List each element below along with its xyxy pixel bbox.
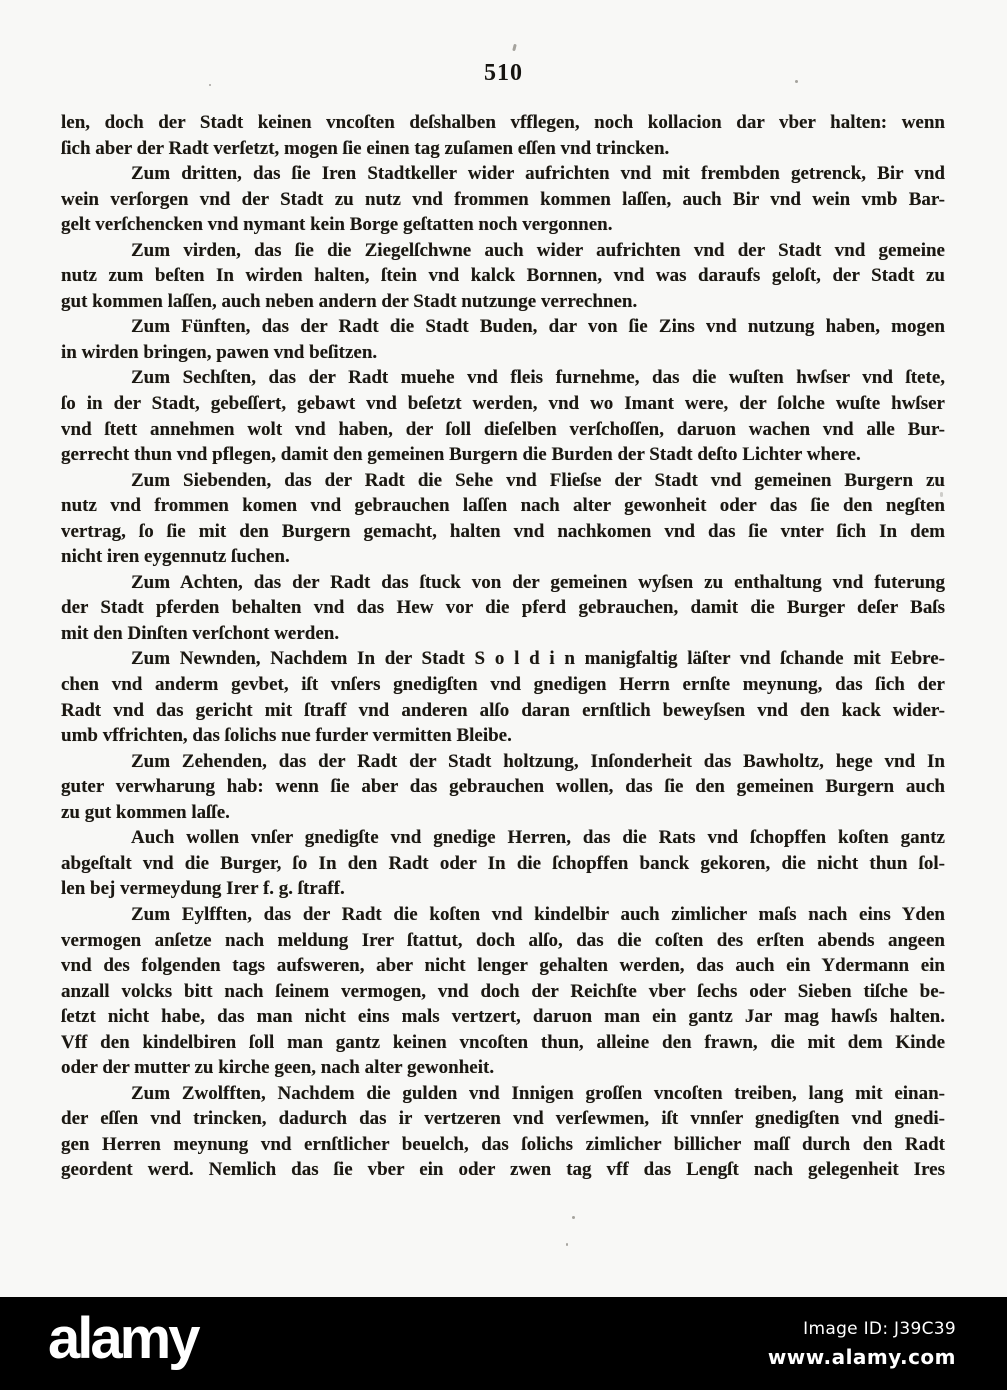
text-line: len, doch der Stadt keinen vncoſten deſshalben vfflegen, noch kollacion dar vber halten: wenn xyxy=(61,112,945,133)
text-line: Zum Newnden, Nachdem In der Stadt S o l d i n manigfaltig läſter vnd ſchande mit Eebre- xyxy=(131,648,945,670)
text-line: Zum virden, das ſie die Ziegelſchwne auch wider aufrichten vnd der Stadt vnd gemeine xyxy=(131,239,945,261)
image-id-text: Image ID: J39C39 xyxy=(803,1319,956,1339)
text-line: Zum Achten, das der Radt das ſtuck von der gemeinen wyſsen zu enthaltung vnd futerung xyxy=(131,571,945,593)
alamy-logo: alamy xyxy=(48,1306,198,1371)
text-line: Zum Sechſten, das der Radt muehe vnd fleis furnehme, das die wuſten hwſser vnd ſtete, xyxy=(131,367,945,389)
scan-speck xyxy=(795,80,798,83)
text-line: vnd ſtett annehmen wolt vnd haben, der ſoll dieſelben verſchoſſen, daruon wachen vnd alle Bur- xyxy=(61,418,945,440)
text-line: vermogen anſetze nach meldung Irer ſtattut, doch alſo, das die coſten des erſten abends angeen xyxy=(61,929,945,951)
text-line: gut kommen laſſen, auch neben andern der Stadt nutzunge verrechnen. xyxy=(61,290,638,312)
text-line: Zum Zwolfften, Nachdem die gulden vnd Innigen groſſen vncoſten treiben, lang mit einan- xyxy=(131,1082,945,1104)
alamy-url-text: www.alamy.com xyxy=(767,1345,956,1370)
text-line: Auch wollen vnſer gnedigſte vnd gnedige Herren, das die Rats vnd ſchopffen koſten gantz xyxy=(131,827,945,849)
text-line: anzall volcks bitt nach ſeinem vermogen, vnd doch der Reichſte vber ſechs oder Sieben tiſche be- xyxy=(61,980,945,1002)
text-line: der Stadt pferden behalten vnd das Hew vor die pferd gebrauchen, damit die Burger deſer Baſs xyxy=(61,597,945,619)
text-line: vnd des folgenden tags aufsweren, aber nicht lenger gehalten werden, das auch ein Ydermann ein xyxy=(61,955,945,977)
text-line: in wirden bringen, pawen vnd beſitzen. xyxy=(61,341,378,363)
text-line: gelt verſchencken vnd nymant kein Borge geſtatten noch vergonnen. xyxy=(61,214,613,236)
scan-speck xyxy=(209,84,211,86)
text-line: zu gut kommen laſſe. xyxy=(61,801,230,823)
text-line: ſich aber der Radt verſetzt, mogen ſie einen tag zuſamen eſſen vnd trincken. xyxy=(61,137,670,159)
text-line: gerrecht thun vnd pflegen, damit den gemeinen Burgern die Burden der Stadt deſto Lichter where. xyxy=(61,444,861,466)
scan-speck xyxy=(940,492,943,497)
text-line: abgeſtalt vnd die Burger, ſo In den Radt oder In die ſchopffen banck gekoren, die nicht thun ſol- xyxy=(61,852,945,874)
text-line: ſo in der Stadt, gebeſſert, gebawt vnd beſetzt werden, vnd wo Imant were, der ſolche wuſte hwſser xyxy=(61,393,945,415)
text-line: Zum dritten, das ſie Iren Stadtkeller wider aufrichten vnd mit frembden getrenck, Bir vnd xyxy=(131,163,945,185)
watermark-info xyxy=(768,1319,956,1369)
text-line: nicht iren eygennutz ſuchen. xyxy=(61,546,290,568)
text-line: Zum Fünften, das der Radt die Stadt Buden, dar von ſie Zins vnd nutzung haben, mogen xyxy=(131,316,945,338)
page-text xyxy=(61,110,945,1183)
text-line: vertrag, ſo ſie mit den Burgern gemacht, halten vnd nachkomen vnd das ſie vnter ſich In dem xyxy=(61,520,945,542)
text-line: ſetzt nicht habe, das man nicht eins mals vertzert, daruon man ein gantz Jar mag hawſs halten. xyxy=(61,1006,945,1028)
text-line: gen Herren meynung vnd ernſtlicher beuelch, das ſolichs zimlicher billicher maſſ durch den Radt xyxy=(61,1133,945,1155)
text-line: mit den Dinſten verſchont werden. xyxy=(61,622,340,644)
text-line: nutz vnd frommen komen vnd gebrauchen laſſen nach alter gewonheit oder das ſie den negſten xyxy=(61,495,945,517)
text-line: chen vnd anderm gevbet, iſt vnſers gnedigſten vnd gnedigen Herrn ernſte meynung, das ſich der xyxy=(61,674,945,696)
text-line: nutz zum beſten In wirden halten, ſtein vnd kalck Bornnen, vnd was daraufs geloſt, der Stadt zu xyxy=(61,265,945,287)
alamy-watermark-bar xyxy=(0,1297,1007,1390)
text-line: wein verſorgen vnd der Stadt zu nutz vnd frommen kommen laſſen, auch Bir vnd wein vmb Bar- xyxy=(61,188,945,210)
text-line: Radt vnd das gericht mit ſtraff vnd anderen alſo daran ernſtlich beweyſsen vnd den kack wider- xyxy=(61,699,945,721)
text-line: der eſſen vnd trincken, dadurch das ir vertzeren vnd verſewmen, iſt vnnſer gnedigſten vnd gnedi- xyxy=(61,1108,945,1130)
text-line: Zum Eylfften, das der Radt die koſten vnd kindelbir auch zimlicher maſs nach eins Yden xyxy=(131,903,945,925)
text-line: umb vffrichten, das ſolichs nue furder vermitten Bleibe. xyxy=(61,725,512,747)
text-line: Zum Zehenden, das der Radt der Stadt holtzung, Inſonderheit das Bawholtz, hege vnd In xyxy=(131,750,945,772)
scan-speck xyxy=(512,44,517,52)
text-line: Zum Siebenden, das der Radt die Sehe vnd Flieſse der Stadt vnd gemeinen Burgern zu xyxy=(131,469,945,491)
text-line: geordent werd. Nemlich das ſie vber ein oder zwen tag vff das Lengſt nach gelegenheit Ires xyxy=(61,1159,945,1181)
page-number: 510 xyxy=(484,60,523,86)
text-line: oder der mutter zu kirche geen, nach alter gewonheit. xyxy=(61,1057,495,1079)
scan-speck xyxy=(572,1216,575,1219)
text-line: Vff den kindelbiren ſoll man gantz keinen vncoſten thun, alleine den frawn, die mit dem Kinde xyxy=(61,1031,945,1053)
text-line: len bej vermeydung Irer f. g. ſtraff. xyxy=(61,878,345,900)
text-line: guter verwharung hab: wenn ſie aber das gebrauchen wollen, das ſie den gemeinen Burgern auch xyxy=(61,776,945,798)
scan-speck xyxy=(566,1243,568,1246)
